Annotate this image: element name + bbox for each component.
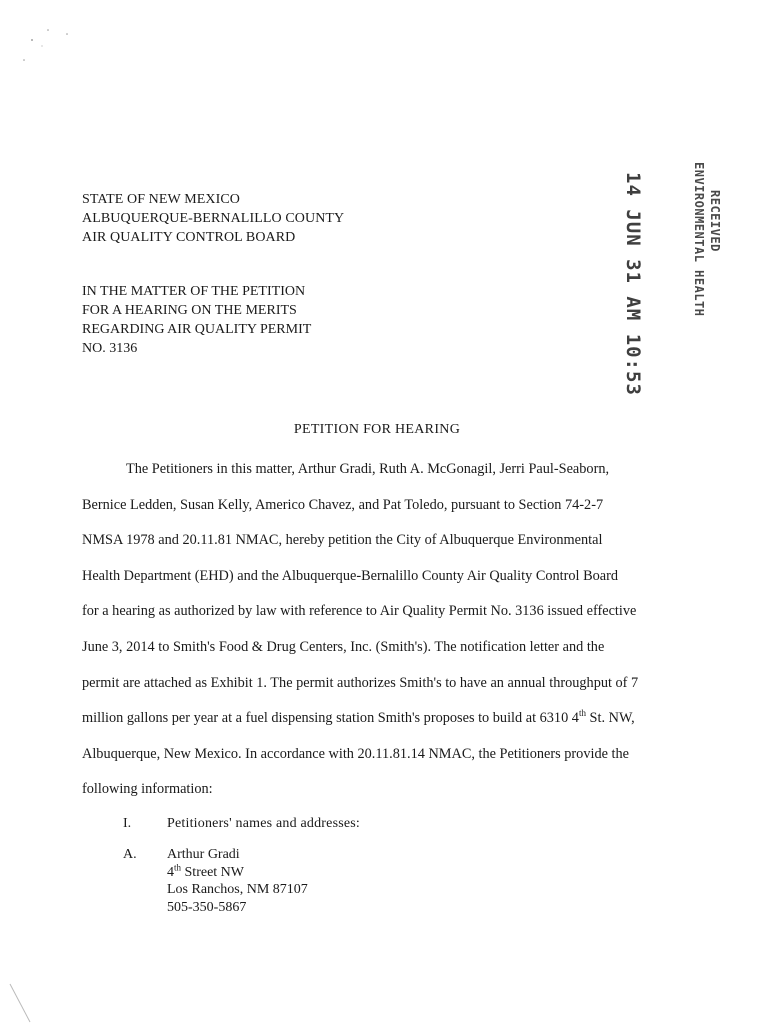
paragraph-line: The Petitioners in this matter, Arthur Gradi, Ruth A. McGonagil, Jerri Paul-Seaborn, — [126, 461, 610, 477]
section-heading: Petitioners' names and addresses: — [167, 816, 361, 831]
scan-specks — [18, 18, 78, 68]
petitioner-address — [167, 846, 308, 916]
caption-line: IN THE MATTER OF THE PETITION — [82, 284, 306, 299]
scan-mark — [6, 980, 46, 1024]
city-line: Los Ranchos, NM 87107 — [167, 882, 308, 897]
stamp-department: ENVIRONMENTAL HEALTH — [692, 162, 706, 317]
document-title: PETITION FOR HEARING — [293, 422, 461, 437]
paragraph-line: June 3, 2014 to Smith's Food & Drug Centers, Inc. (Smith's). The notification letter and the — [82, 638, 605, 655]
paragraph-line: Bernice Ledden, Susan Kelly, Americo Chavez, and Pat Toledo, pursuant to Section 74-2-7 — [82, 496, 604, 513]
section-number: I. — [123, 816, 132, 831]
paragraph-line: permit are attached as Exhibit 1. The permit authorizes Smith's to have an annual throughput of 7 — [82, 674, 639, 691]
header-line: ALBUQUERQUE-BERNALILLO COUNTY — [82, 211, 345, 226]
paragraph-line — [82, 701, 682, 737]
petition-paragraph — [82, 452, 682, 808]
street-name: Street NW — [181, 864, 244, 880]
street-number: 4 — [167, 864, 174, 880]
case-caption — [82, 282, 311, 358]
petitioner-name: Arthur Gradi — [167, 847, 240, 862]
ordinal-suffix: th — [578, 708, 586, 719]
line-text: St. NW, — [585, 710, 635, 727]
stamp-received: RECEIVED — [708, 190, 722, 252]
caption-line: FOR A HEARING ON THE MERITS — [82, 303, 297, 318]
paragraph-line: NMSA 1978 and 20.11.81 NMAC, hereby petition the City of Albuquerque Environmental — [82, 532, 603, 549]
paragraph-line: for a hearing as authorized by law with reference to Air Quality Permit No. 3136 issued effective — [82, 603, 637, 620]
line-text: million gallons per year at a fuel dispensing station Smith's proposes to build at 6310 4 — [82, 710, 579, 727]
received-stamp — [618, 160, 728, 396]
paragraph-line: Health Department (EHD) and the Albuquerque-Bernalillo County Air Quality Control Board — [82, 567, 619, 584]
entry-letter: A. — [123, 847, 137, 862]
caption-line: REGARDING AIR QUALITY PERMIT — [82, 322, 312, 337]
paragraph-line: Albuquerque, New Mexico. In accordance with 20.11.81.14 NMAC, the Petitioners provide the — [82, 745, 629, 762]
street-line — [167, 861, 308, 882]
stamp-datetime: 14 JUN 31 AM 10:53 — [622, 172, 644, 396]
ordinal-suffix: th — [174, 861, 182, 872]
paragraph-line: following information: — [82, 781, 213, 798]
header-line: STATE OF NEW MEXICO — [82, 192, 241, 207]
header-line: AIR QUALITY CONTROL BOARD — [82, 230, 296, 245]
phone-line: 505-350-5867 — [167, 899, 247, 915]
caption-line: NO. 3136 — [82, 341, 138, 356]
board-header — [82, 190, 344, 247]
